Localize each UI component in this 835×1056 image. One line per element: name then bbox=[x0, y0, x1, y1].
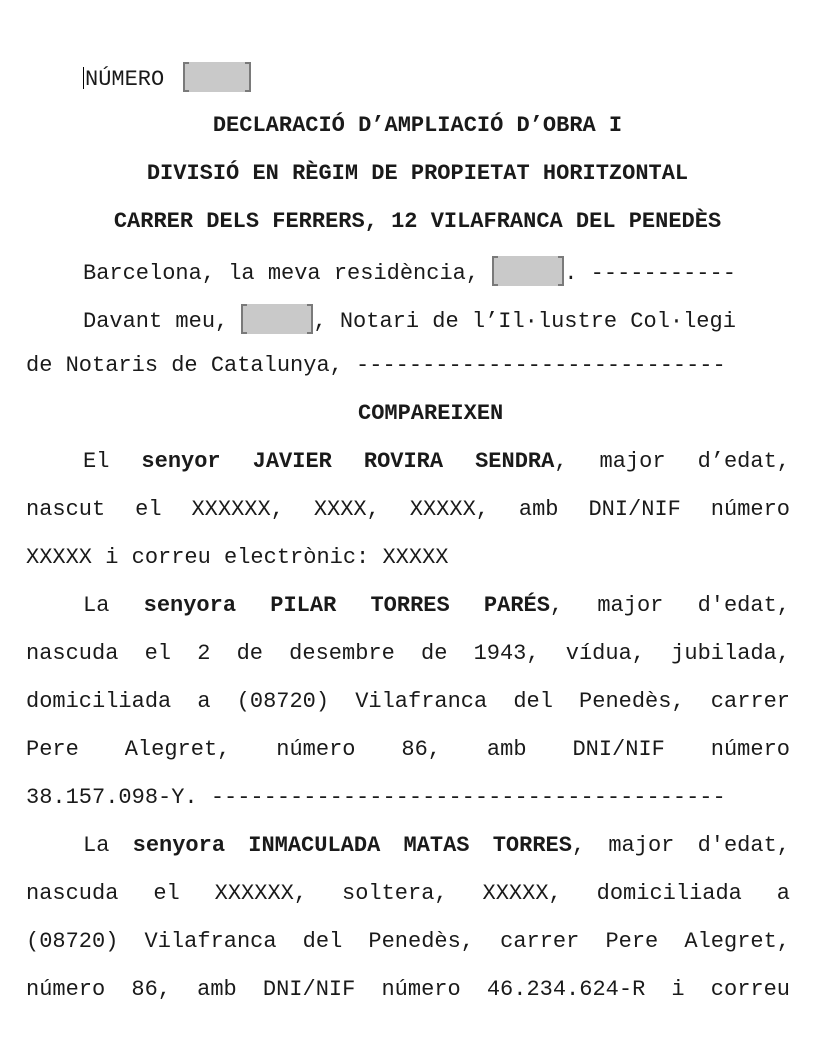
party-3-lead: La bbox=[83, 833, 110, 858]
party-2-line-2: nascuda el 2 de desembre de 1943, vídua, jubilada, bbox=[26, 641, 790, 666]
party-2-line-3: domiciliada a (08720) Vilafranca del Penedès, carrer bbox=[26, 689, 790, 714]
numero-line bbox=[83, 62, 251, 94]
title-line-2: DIVISIÓ EN RÈGIM DE PROPIETAT HORITZONTAL bbox=[146, 161, 689, 186]
party-3-line-3: (08720) Vilafranca del Penedès, carrer Pere Alegret, bbox=[26, 929, 790, 954]
party-2-line-4: Pere Alegret, número 86, amb DNI/NIF número bbox=[26, 737, 790, 762]
residence-line bbox=[83, 256, 736, 288]
numero-label: NÚMERO bbox=[85, 67, 165, 92]
residence-field[interactable] bbox=[492, 256, 564, 286]
notary-line-1 bbox=[83, 304, 736, 336]
party-2-line-5: 38.157.098-Y. --------------------------------------- bbox=[26, 785, 726, 810]
party-3-line-1 bbox=[83, 832, 790, 860]
party-3-line-2: nascuda el XXXXXX, soltera, XXXXX, domiciliada a bbox=[26, 881, 790, 906]
residence-tail: . ----------- bbox=[564, 261, 736, 286]
party-2-lead: La bbox=[83, 593, 110, 618]
party-1-line-1 bbox=[83, 448, 790, 476]
notary-line-2: de Notaris de Catalunya, ---------------------------- bbox=[26, 353, 726, 378]
party-2-line-1 bbox=[83, 592, 790, 620]
title-line-3: CARRER DELS FERRERS, 12 VILAFRANCA DEL PENEDÈS bbox=[113, 209, 722, 234]
party-1-line-2: nascut el XXXXXX, XXXX, XXXXX, amb DNI/NIF número bbox=[26, 497, 790, 522]
party-1-tail: , major d’edat, bbox=[554, 449, 790, 474]
party-2-tail: , major d'edat, bbox=[549, 593, 790, 618]
party-3-tail: , major d'edat, bbox=[571, 833, 790, 858]
party-1-name: senyor JAVIER ROVIRA SENDRA bbox=[141, 449, 555, 474]
party-2-name: senyora PILAR TORRES PARÉS bbox=[143, 593, 550, 618]
text-cursor bbox=[83, 67, 84, 89]
numero-field[interactable] bbox=[183, 62, 251, 92]
title-line-1: DECLARACIÓ D’AMPLIACIÓ D’OBRA I bbox=[212, 113, 623, 138]
section-title: COMPAREIXEN bbox=[358, 401, 504, 426]
party-1-line-3: XXXXX i correu electrònic: XXXXX bbox=[26, 545, 449, 570]
notary-field[interactable] bbox=[241, 304, 313, 334]
notary-tail: , Notari de l’Il·lustre Col·legi bbox=[313, 309, 736, 334]
party-3-name: senyora INMACULADA MATAS TORRES bbox=[132, 833, 572, 858]
notary-text: Davant meu, bbox=[83, 309, 229, 334]
residence-text: Barcelona, la meva residència, bbox=[83, 261, 480, 286]
party-3-line-4: número 86, amb DNI/NIF número 46.234.624-R i correu bbox=[26, 977, 790, 1002]
party-1-lead: El bbox=[83, 449, 110, 474]
